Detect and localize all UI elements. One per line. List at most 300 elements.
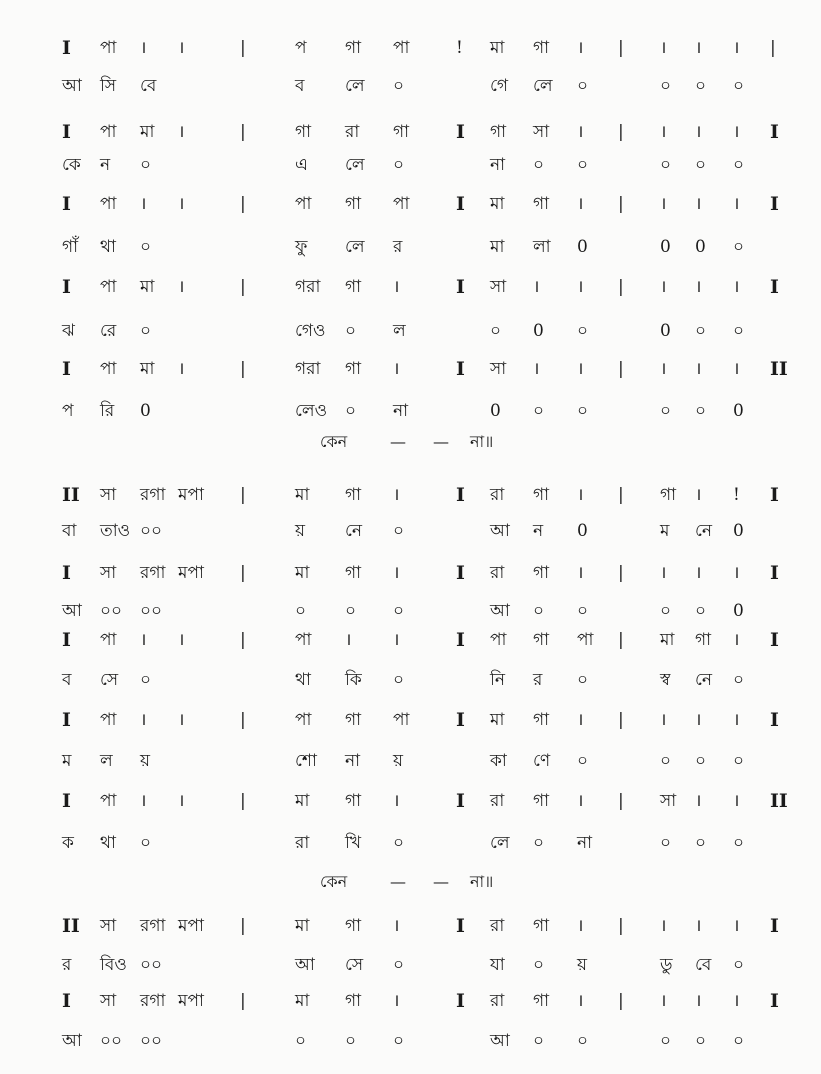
bar-line: |	[618, 563, 624, 583]
swara-note: মা	[660, 630, 675, 650]
lyric-syllable: ০	[140, 833, 152, 853]
swara-note: সা	[100, 485, 117, 505]
bar-line: |	[240, 359, 246, 379]
swara-note: গা	[533, 485, 550, 505]
swara-note: ।	[393, 359, 400, 379]
bar-line: I	[770, 709, 779, 731]
bar-line: I	[62, 629, 71, 651]
swara-note: রা	[490, 563, 505, 583]
swara-note: পা	[295, 194, 312, 214]
lyric-line	[0, 828, 821, 858]
swara-note: ।	[695, 38, 702, 58]
lyric-syllable: নে	[695, 521, 713, 541]
lyric-syllable: ডু	[660, 955, 673, 975]
swara-note: ।	[140, 38, 147, 58]
lyric-syllable: রে	[100, 321, 117, 341]
swara-note: রা	[345, 122, 360, 142]
swara-note: পা	[100, 630, 117, 650]
swara-note: মা	[490, 194, 505, 214]
lyric-syllable: না	[490, 155, 506, 175]
lyric-syllable: ০	[695, 155, 707, 175]
notation-line	[0, 625, 821, 655]
swara-note: ।	[660, 563, 667, 583]
swara-note: রা	[490, 485, 505, 505]
lyric-line	[0, 71, 821, 101]
swara-note: ।	[733, 359, 740, 379]
lyric-syllable: ০০	[140, 521, 163, 541]
lyric-line	[0, 746, 821, 776]
swara-note: পা	[490, 630, 507, 650]
swara-note: ।	[733, 563, 740, 583]
bar-line: II	[62, 484, 80, 506]
swara-note: ।	[695, 485, 702, 505]
swara-note: ।	[695, 791, 702, 811]
lyric-syllable: বিও	[100, 955, 127, 975]
bar-line: |	[618, 791, 624, 811]
lyric-syllable: ০	[533, 601, 545, 621]
refrain-word: না॥	[470, 432, 494, 451]
bar-line: I	[456, 358, 465, 380]
swara-note: পা	[100, 791, 117, 811]
lyric-syllable: সি	[100, 76, 117, 96]
lyric-syllable: লে	[533, 76, 553, 96]
bar-line: I	[770, 562, 779, 584]
notation-line	[0, 986, 821, 1016]
swara-note: পা	[393, 194, 410, 214]
swara-note: গরা	[295, 359, 321, 379]
lyric-syllable: আ	[295, 955, 315, 975]
lyric-syllable: ০	[660, 751, 672, 771]
lyric-syllable: ০	[733, 833, 745, 853]
swara-note: ।	[695, 359, 702, 379]
swara-note: পা	[100, 710, 117, 730]
lyric-syllable: ০	[140, 155, 152, 175]
swara-note: গা	[345, 485, 362, 505]
lyric-syllable: ০	[733, 76, 745, 96]
lyric-syllable: ০	[533, 401, 545, 421]
swara-note: পা	[577, 630, 594, 650]
swara-note: গা	[533, 630, 550, 650]
swara-note: মা	[490, 38, 505, 58]
bar-line: |	[618, 359, 624, 379]
lyric-syllable: ০	[695, 321, 707, 341]
lyric-syllable: ০	[393, 670, 405, 690]
lyric-syllable: ০	[660, 1031, 672, 1051]
swara-note: গা	[345, 991, 362, 1011]
swara-note: ।	[393, 991, 400, 1011]
lyric-syllable: 0	[140, 401, 151, 421]
swara-note: মা	[295, 563, 310, 583]
lyric-syllable: ০	[295, 1031, 307, 1051]
lyric-syllable: লে	[345, 237, 365, 257]
lyric-syllable: ০	[577, 1031, 589, 1051]
swara-note: ।	[178, 630, 185, 650]
lyric-syllable: ০	[345, 401, 357, 421]
swara-note: ।	[660, 194, 667, 214]
swara-note: পা	[295, 630, 312, 650]
lyric-syllable: ০	[733, 155, 745, 175]
lyric-syllable: ০	[393, 601, 405, 621]
lyric-syllable: ০	[695, 1031, 707, 1051]
bar-line: I	[62, 358, 71, 380]
swara-note: মা	[295, 485, 310, 505]
notation-line	[0, 354, 821, 384]
bar-line: II	[62, 915, 80, 937]
swara-note: রা	[490, 916, 505, 936]
bar-line: |	[618, 485, 624, 505]
swara-note: ।	[393, 916, 400, 936]
swara-note: গা	[533, 791, 550, 811]
lyric-syllable: ব	[62, 670, 72, 690]
lyric-syllable: ল	[393, 321, 406, 341]
swara-note: প	[295, 38, 307, 58]
lyric-syllable: ০	[695, 76, 707, 96]
lyric-syllable: ০	[393, 155, 405, 175]
lyric-syllable: ০	[660, 401, 672, 421]
swara-note: ।	[577, 38, 584, 58]
lyric-syllable: 0	[490, 401, 501, 421]
swara-note: গা	[295, 122, 312, 142]
swara-note: মপা	[178, 916, 204, 936]
bar-line: !	[456, 38, 463, 58]
swara-note: গা	[345, 791, 362, 811]
lyric-syllable: ০	[577, 601, 589, 621]
lyric-syllable: ০০	[100, 601, 123, 621]
swara-note: গা	[533, 991, 550, 1011]
bar-line: I	[456, 990, 465, 1012]
lyric-syllable: বা	[62, 521, 77, 541]
lyric-syllable: ০০	[100, 1031, 123, 1051]
lyric-syllable: লেও	[295, 401, 328, 421]
notation-line	[0, 786, 821, 816]
swara-note: ।	[660, 277, 667, 297]
swara-note: মা	[140, 277, 155, 297]
swara-note: ।	[577, 485, 584, 505]
swara-note: গা	[533, 916, 550, 936]
lyric-syllable: 0	[660, 321, 671, 341]
swara-note: গা	[345, 916, 362, 936]
swara-note: ।	[695, 194, 702, 214]
swara-note: ।	[577, 791, 584, 811]
lyric-syllable: ০	[295, 601, 307, 621]
lyric-syllable: সে	[100, 670, 119, 690]
lyric-syllable: এ	[295, 155, 308, 175]
bar-line: I	[456, 276, 465, 298]
swara-note: মা	[140, 359, 155, 379]
swara-note: ।	[140, 710, 147, 730]
bar-line: I	[770, 629, 779, 651]
refrain-word: কেন	[320, 432, 348, 451]
bar-line: |	[618, 630, 624, 650]
lyric-syllable: ০	[733, 670, 745, 690]
swara-note: ।	[178, 194, 185, 214]
swara-note: সা	[490, 359, 507, 379]
swara-note: ।	[733, 710, 740, 730]
lyric-syllable: ০	[393, 76, 405, 96]
lyric-syllable: লে	[490, 833, 510, 853]
swara-note: রা	[490, 991, 505, 1011]
lyric-syllable: র	[62, 955, 72, 975]
bar-line: |	[240, 122, 246, 142]
swara-note: গা	[533, 710, 550, 730]
lyric-line	[0, 516, 821, 546]
swara-note: সা	[100, 916, 117, 936]
swara-note: ।	[660, 916, 667, 936]
swara-note: গা	[345, 563, 362, 583]
swara-note: ।	[733, 122, 740, 142]
lyric-line	[0, 950, 821, 980]
lyric-syllable: ০	[733, 237, 745, 257]
lyric-syllable: ০	[577, 401, 589, 421]
lyric-syllable: থা	[100, 237, 116, 257]
lyric-syllable: ০	[733, 751, 745, 771]
refrain-line	[0, 868, 821, 896]
lyric-syllable: আ	[490, 601, 510, 621]
lyric-syllable: ০	[695, 751, 707, 771]
swara-note: ।	[178, 38, 185, 58]
lyric-syllable: ন	[533, 521, 544, 541]
lyric-syllable: ০	[695, 601, 707, 621]
lyric-syllable: 0	[695, 237, 706, 257]
lyric-syllable: ম	[660, 521, 670, 541]
lyric-syllable: ০	[490, 321, 502, 341]
bar-line: |	[770, 38, 776, 58]
lyric-syllable: কা	[490, 751, 507, 771]
lyric-line	[0, 596, 821, 626]
lyric-syllable: আ	[62, 76, 82, 96]
swara-note: ।	[660, 710, 667, 730]
refrain-word: —	[390, 872, 406, 891]
lyric-syllable: ০০	[140, 955, 163, 975]
swara-note: ।	[660, 359, 667, 379]
lyric-syllable: গেও	[295, 321, 326, 341]
lyric-syllable: 0	[733, 521, 744, 541]
lyric-syllable: 0	[533, 321, 544, 341]
swara-note: ।	[178, 122, 185, 142]
bar-line: II	[770, 358, 788, 380]
swara-note: ।	[733, 916, 740, 936]
lyric-syllable: সে	[345, 955, 364, 975]
lyric-syllable: নি	[490, 670, 506, 690]
lyric-syllable: ণে	[533, 751, 551, 771]
lyric-syllable: ল	[100, 751, 113, 771]
lyric-syllable: য়	[295, 521, 306, 541]
lyric-line	[0, 232, 821, 262]
lyric-syllable: ০	[393, 833, 405, 853]
swara-note: ।	[695, 916, 702, 936]
bar-line: |	[240, 630, 246, 650]
swara-note: পা	[295, 710, 312, 730]
notation-line	[0, 558, 821, 588]
lyric-syllable: য়	[393, 751, 404, 771]
swara-note: ।	[577, 563, 584, 583]
lyric-syllable: শো	[295, 751, 317, 771]
lyric-syllable: 0	[577, 521, 588, 541]
swara-note: গা	[533, 38, 550, 58]
swara-note: পা	[100, 122, 117, 142]
lyric-syllable: খি	[345, 833, 362, 853]
lyric-syllable: ০০	[140, 1031, 163, 1051]
swara-note: ।	[178, 791, 185, 811]
bar-line: I	[770, 121, 779, 143]
notation-line	[0, 705, 821, 735]
swara-note: ।	[533, 277, 540, 297]
bar-line: |	[240, 563, 246, 583]
bar-line: I	[456, 709, 465, 731]
lyric-line	[0, 1026, 821, 1056]
swara-note: গা	[345, 710, 362, 730]
bar-line: I	[456, 121, 465, 143]
notation-line	[0, 189, 821, 219]
swara-note: রগা	[140, 991, 166, 1011]
swara-note: ।	[733, 791, 740, 811]
lyric-syllable: 0	[660, 237, 671, 257]
bar-line: I	[770, 193, 779, 215]
lyric-syllable: আ	[490, 521, 510, 541]
lyric-syllable: য়	[577, 955, 588, 975]
swara-note: পা	[100, 194, 117, 214]
lyric-syllable: ০	[140, 237, 152, 257]
swara-note: মা	[295, 791, 310, 811]
lyric-syllable: না	[577, 833, 593, 853]
swara-note: গা	[490, 122, 507, 142]
swara-note: ।	[577, 359, 584, 379]
refrain-word: —	[433, 432, 449, 451]
swara-note: মপা	[178, 563, 204, 583]
lyric-syllable: ০	[393, 955, 405, 975]
lyric-syllable: লে	[345, 155, 365, 175]
swara-note: মপা	[178, 485, 204, 505]
bar-line: I	[770, 276, 779, 298]
lyric-syllable: ব	[295, 76, 305, 96]
swara-note: গরা	[295, 277, 321, 297]
lyric-syllable: আ	[490, 1031, 510, 1051]
lyric-syllable: ০০	[140, 601, 163, 621]
swara-note: ।	[695, 122, 702, 142]
lyric-syllable: মা	[490, 237, 505, 257]
swara-note: ।	[393, 277, 400, 297]
swara-note: ।	[393, 563, 400, 583]
swara-note: গা	[533, 194, 550, 214]
refrain-word: কেন	[320, 872, 348, 891]
lyric-syllable: ০	[577, 751, 589, 771]
lyric-syllable: র	[533, 670, 543, 690]
lyric-syllable: তাও	[100, 521, 131, 541]
swara-note: ।	[695, 991, 702, 1011]
lyric-syllable: গাঁ	[62, 237, 79, 257]
swara-note: মপা	[178, 991, 204, 1011]
swara-note: ।	[178, 359, 185, 379]
lyric-syllable: ০	[577, 155, 589, 175]
bar-line: |	[240, 194, 246, 214]
lyric-syllable: ০	[733, 1031, 745, 1051]
lyric-syllable: গে	[490, 76, 509, 96]
lyric-syllable: ০	[140, 670, 152, 690]
swara-note: পা	[393, 710, 410, 730]
swara-note: গা	[345, 359, 362, 379]
swara-note: ।	[140, 791, 147, 811]
swara-note: রা	[490, 791, 505, 811]
bar-line: |	[618, 122, 624, 142]
lyric-syllable: ০	[660, 601, 672, 621]
swara-note: ।	[695, 277, 702, 297]
lyric-syllable: লা	[533, 237, 551, 257]
bar-line: I	[770, 484, 779, 506]
notation-line	[0, 480, 821, 510]
lyric-syllable: র	[393, 237, 403, 257]
swara-note: সা	[533, 122, 550, 142]
lyric-syllable: ০	[695, 833, 707, 853]
lyric-syllable: থা	[100, 833, 116, 853]
refrain-line	[0, 428, 821, 456]
lyric-syllable: ফু	[295, 237, 308, 257]
swara-note: গা	[345, 277, 362, 297]
swara-note: গা	[695, 630, 712, 650]
swara-note: ।	[393, 485, 400, 505]
bar-line: |	[240, 277, 246, 297]
lyric-syllable: ০	[140, 321, 152, 341]
bar-line: I	[62, 193, 71, 215]
lyric-syllable: ক	[62, 833, 74, 853]
swara-note: ।	[695, 563, 702, 583]
lyric-syllable: 0	[577, 237, 588, 257]
lyric-syllable: রা	[295, 833, 310, 853]
swara-note: মা	[295, 916, 310, 936]
swara-note: ।	[733, 194, 740, 214]
lyric-syllable: নে	[695, 670, 713, 690]
swara-note: রগা	[140, 485, 166, 505]
lyric-syllable: ০	[533, 833, 545, 853]
bar-line: |	[240, 485, 246, 505]
swara-note: গা	[393, 122, 410, 142]
bar-line: I	[62, 990, 71, 1012]
swara-note: সা	[660, 791, 677, 811]
bar-line: |	[618, 991, 624, 1011]
swara-note: পা	[100, 38, 117, 58]
bar-line: I	[62, 276, 71, 298]
bar-line: I	[62, 790, 71, 812]
swara-note: সা	[100, 991, 117, 1011]
lyric-syllable: ০	[533, 155, 545, 175]
bar-line: I	[62, 562, 71, 584]
notation-line	[0, 272, 821, 302]
bar-line: I	[62, 37, 71, 59]
lyric-syllable: ০	[393, 521, 405, 541]
lyric-syllable: 0	[733, 401, 744, 421]
swara-note: ।	[660, 38, 667, 58]
bar-line: I	[770, 990, 779, 1012]
lyric-line	[0, 396, 821, 426]
swara-note: ।	[393, 630, 400, 650]
bar-line: I	[62, 121, 71, 143]
lyric-syllable: ০	[533, 1031, 545, 1051]
lyric-syllable: আ	[62, 1031, 82, 1051]
lyric-line	[0, 316, 821, 346]
bar-line: |	[618, 38, 624, 58]
bar-line: I	[456, 562, 465, 584]
swara-note: পা	[100, 359, 117, 379]
swara-note: গা	[345, 194, 362, 214]
lyric-syllable: রি	[100, 401, 115, 421]
notation-line	[0, 33, 821, 63]
swara-note: ।	[178, 277, 185, 297]
lyric-syllable: থা	[295, 670, 311, 690]
swara-note: ।	[660, 122, 667, 142]
lyric-syllable: ০	[660, 155, 672, 175]
lyric-syllable: বে	[695, 955, 712, 975]
lyric-syllable: কে	[62, 155, 81, 175]
lyric-syllable: ০	[577, 321, 589, 341]
